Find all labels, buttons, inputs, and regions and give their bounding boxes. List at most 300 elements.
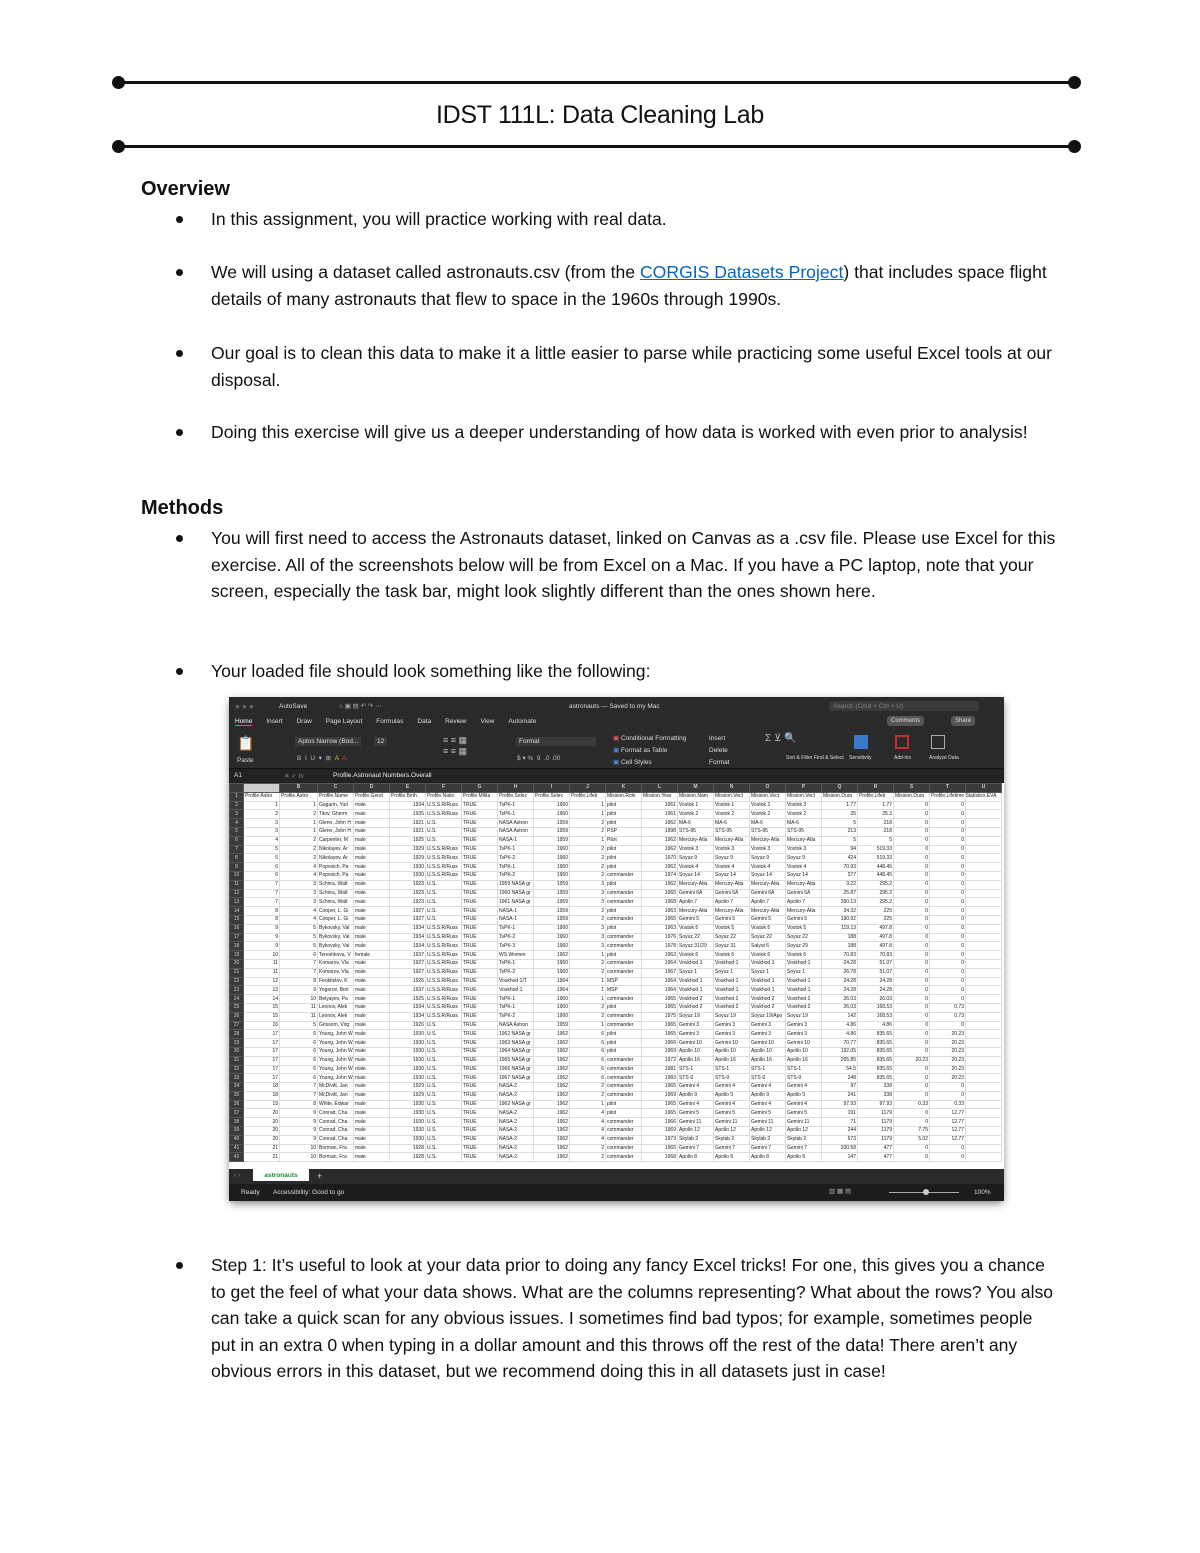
cell[interactable]: pilot bbox=[606, 1047, 642, 1056]
cell[interactable]: TRUE bbox=[462, 924, 498, 933]
cell[interactable]: Apollo 10 bbox=[750, 1047, 786, 1056]
cell[interactable]: 17 bbox=[244, 1065, 280, 1074]
row-header[interactable]: 30 bbox=[230, 1047, 244, 1056]
cell[interactable]: Feoktistov, K bbox=[318, 977, 354, 986]
cell[interactable]: Gemini 6A bbox=[786, 889, 822, 898]
cell[interactable]: 330.58 bbox=[822, 1144, 858, 1153]
cell[interactable]: 1928 bbox=[390, 1153, 426, 1162]
column-header[interactable]: R bbox=[858, 784, 894, 793]
cell[interactable]: 3 bbox=[570, 898, 606, 907]
cell[interactable]: U.S.S.R/Russ bbox=[426, 968, 462, 977]
sensitivity-button[interactable]: Sensitivity bbox=[849, 755, 872, 761]
cell[interactable]: 0 bbox=[930, 854, 966, 863]
cell[interactable]: U.S. bbox=[426, 1083, 462, 1092]
cell[interactable]: Young, John W bbox=[319, 1048, 353, 1055]
cell[interactable]: 21 bbox=[244, 1153, 280, 1162]
cell[interactable]: 0 bbox=[894, 1039, 930, 1048]
cell[interactable]: Apollo 16 bbox=[678, 1056, 714, 1065]
cell[interactable]: 17 bbox=[244, 1039, 280, 1048]
cell[interactable]: 4 bbox=[570, 1127, 606, 1136]
cell[interactable]: 94 bbox=[822, 845, 858, 854]
cell[interactable]: Gemini 3 bbox=[750, 1030, 786, 1039]
cell[interactable]: male bbox=[354, 1012, 390, 1021]
cell[interactable]: Apollo 7 bbox=[714, 898, 750, 907]
cell[interactable]: Vostok 6 bbox=[714, 951, 750, 960]
cell[interactable]: 25 bbox=[822, 810, 858, 819]
cell[interactable]: Apollo 7 bbox=[750, 898, 786, 907]
ribbon-tab[interactable]: Insert bbox=[266, 718, 283, 725]
cell[interactable]: NASA-1 bbox=[498, 907, 534, 916]
ribbon-tab[interactable]: Page Layout bbox=[325, 718, 363, 725]
cell[interactable]: Popovich, Pa bbox=[318, 871, 354, 880]
cell[interactable]: male bbox=[354, 845, 390, 854]
cell[interactable]: STS-9 bbox=[786, 1074, 822, 1083]
cell[interactable] bbox=[966, 959, 1002, 968]
header-cell[interactable]: Mission.Nam bbox=[678, 792, 714, 801]
cell[interactable]: 1 bbox=[570, 801, 606, 810]
table-row[interactable] bbox=[230, 1056, 1002, 1065]
cell[interactable]: 1934 bbox=[390, 942, 426, 951]
cell[interactable]: U.S. bbox=[426, 898, 462, 907]
cell[interactable]: Schirra, Walt bbox=[318, 898, 354, 907]
row-header[interactable]: 6 bbox=[230, 836, 244, 845]
cell[interactable]: 9 bbox=[244, 942, 280, 951]
cell[interactable]: 142 bbox=[822, 1012, 858, 1021]
cell[interactable]: commander bbox=[606, 1153, 642, 1162]
cell[interactable]: 168.53 bbox=[858, 1012, 894, 1021]
addins-button[interactable]: Add-ins bbox=[894, 755, 911, 761]
cell[interactable]: Grissom, Virg bbox=[318, 1021, 354, 1030]
cell[interactable]: commander bbox=[606, 1021, 642, 1030]
cell[interactable]: 0 bbox=[930, 898, 966, 907]
zoom-slider-thumb[interactable] bbox=[923, 1189, 929, 1195]
cell[interactable]: TsPK-2 bbox=[498, 933, 534, 942]
cell[interactable]: Young, John W bbox=[319, 1065, 353, 1072]
cell[interactable]: Voskhod 1/T bbox=[498, 977, 534, 986]
row-header[interactable]: 22 bbox=[230, 977, 244, 986]
cell[interactable]: 835.65 bbox=[858, 1047, 894, 1056]
cell[interactable]: 0 bbox=[930, 968, 966, 977]
cell[interactable]: 1983 bbox=[642, 1074, 678, 1083]
cell[interactable]: 11 bbox=[244, 968, 280, 977]
cell[interactable]: Gemini 5 bbox=[750, 1109, 786, 1118]
cell[interactable]: 1960 bbox=[534, 942, 570, 951]
cell[interactable]: TRUE bbox=[462, 854, 498, 863]
cell[interactable] bbox=[966, 995, 1002, 1004]
cell[interactable]: pilot bbox=[606, 1039, 642, 1048]
cell[interactable]: U.S.S.R/Russ bbox=[426, 810, 462, 819]
cell[interactable]: Cooper, L. Gi bbox=[318, 915, 354, 924]
cell[interactable]: pilot bbox=[606, 880, 642, 889]
cell[interactable]: 477 bbox=[858, 1153, 894, 1162]
cell[interactable]: 1 bbox=[280, 801, 318, 810]
cell[interactable] bbox=[966, 1109, 1002, 1118]
font-size-select[interactable]: 12 bbox=[374, 737, 387, 746]
cell[interactable]: U.S.S.R/Russ bbox=[426, 1003, 462, 1012]
cell[interactable]: 7 bbox=[244, 889, 280, 898]
cell[interactable]: Gemini 7 bbox=[678, 1144, 714, 1153]
table-row[interactable] bbox=[230, 1135, 1002, 1144]
cell[interactable]: 25.3 bbox=[858, 810, 894, 819]
cell[interactable]: U.S. bbox=[426, 1074, 462, 1083]
cell[interactable]: MA-6 bbox=[678, 819, 714, 828]
cell[interactable]: U.S. bbox=[426, 1056, 462, 1065]
cell[interactable]: 10 bbox=[280, 1144, 318, 1153]
cell[interactable]: TRUE bbox=[462, 889, 498, 898]
cell[interactable]: 497.8 bbox=[858, 933, 894, 942]
cell[interactable]: 2 bbox=[570, 1012, 606, 1021]
row-header[interactable]: 17 bbox=[230, 933, 244, 942]
cell[interactable]: 1981 bbox=[642, 1065, 678, 1074]
cell[interactable]: Apollo 16 bbox=[750, 1056, 786, 1065]
cell[interactable]: 12.77 bbox=[930, 1135, 966, 1144]
cell[interactable]: 147 bbox=[822, 1153, 858, 1162]
cell[interactable]: 1 bbox=[280, 819, 318, 828]
cell[interactable]: 6 bbox=[570, 1074, 606, 1083]
table-row[interactable] bbox=[230, 1144, 1002, 1153]
cell[interactable]: Soyuz 1 bbox=[678, 968, 714, 977]
cell[interactable]: U.S.S.R/Russ bbox=[426, 863, 462, 872]
cell[interactable]: TRUE bbox=[462, 801, 498, 810]
cell[interactable]: 1930 bbox=[390, 1030, 426, 1039]
cell[interactable]: 192.05 bbox=[822, 1047, 858, 1056]
cell[interactable]: 2 bbox=[570, 1003, 606, 1012]
row-header[interactable]: 20 bbox=[230, 959, 244, 968]
cell[interactable]: pilot bbox=[606, 1030, 642, 1039]
cell[interactable]: U.S.S.R/Russ bbox=[426, 959, 462, 968]
cell[interactable]: Vostok 3 bbox=[750, 845, 786, 854]
cell[interactable]: TsPK-1 bbox=[498, 845, 534, 854]
cell[interactable]: 20.23 bbox=[930, 1056, 966, 1065]
cell[interactable]: 0 bbox=[894, 1012, 930, 1021]
cell[interactable]: 1962 bbox=[534, 1144, 570, 1153]
cell[interactable]: male bbox=[354, 1047, 390, 1056]
cell[interactable]: 1967 bbox=[642, 968, 678, 977]
cell[interactable]: 6 bbox=[280, 1065, 318, 1074]
cell[interactable]: 7 bbox=[280, 968, 318, 977]
cell[interactable]: 6 bbox=[244, 863, 280, 872]
cell[interactable]: 1959 bbox=[534, 880, 570, 889]
cell[interactable]: STS-9 bbox=[714, 1074, 750, 1083]
cell[interactable]: 295.2 bbox=[858, 898, 894, 907]
cell[interactable]: male bbox=[354, 1083, 390, 1092]
cell[interactable] bbox=[966, 1118, 1002, 1127]
cell[interactable]: Mercury-Atla bbox=[678, 836, 714, 845]
cell[interactable]: Young, John W bbox=[319, 1039, 353, 1046]
cell[interactable]: commander bbox=[606, 871, 642, 880]
cell[interactable]: 9 bbox=[244, 933, 280, 942]
cell[interactable]: 20.23 bbox=[930, 1074, 966, 1083]
row-header[interactable]: 25 bbox=[230, 1003, 244, 1012]
cell[interactable]: 0 bbox=[930, 880, 966, 889]
header-cell[interactable]: Profile.Natio bbox=[426, 792, 462, 801]
cell[interactable]: U.S.S.R/Russ bbox=[426, 801, 462, 810]
table-row[interactable] bbox=[230, 1030, 1002, 1039]
cell[interactable]: Vostok 3 bbox=[786, 845, 822, 854]
cell[interactable]: 673 bbox=[822, 1135, 858, 1144]
cell[interactable]: 1962 bbox=[534, 1047, 570, 1056]
cell[interactable]: U.S. bbox=[426, 1100, 462, 1109]
cell[interactable]: 0 bbox=[930, 951, 966, 960]
cell[interactable]: 21 bbox=[244, 1144, 280, 1153]
cell[interactable]: commander bbox=[606, 898, 642, 907]
cell[interactable]: TRUE bbox=[462, 942, 498, 951]
table-row[interactable] bbox=[230, 1127, 1002, 1136]
cell[interactable]: 24.28 bbox=[822, 959, 858, 968]
cell[interactable]: TsPK-1 bbox=[498, 924, 534, 933]
cell[interactable]: 0 bbox=[930, 933, 966, 942]
sheet-tab-astronauts[interactable]: astronauts bbox=[253, 1169, 309, 1181]
cell[interactable]: Gemini 3 bbox=[750, 1021, 786, 1030]
cell[interactable]: 70.93 bbox=[822, 863, 858, 872]
cell[interactable]: 4 bbox=[244, 836, 280, 845]
cell[interactable]: 424 bbox=[822, 854, 858, 863]
cell[interactable]: 11 bbox=[244, 959, 280, 968]
cell[interactable]: commander bbox=[606, 1074, 642, 1083]
cell[interactable]: STS-1 bbox=[786, 1065, 822, 1074]
cell[interactable]: 54.5 bbox=[822, 1065, 858, 1074]
row-header[interactable]: 41 bbox=[230, 1144, 244, 1153]
row-header[interactable]: 35 bbox=[230, 1091, 244, 1100]
alignment-icons[interactable]: ≡ ≡ ▦ ≡ ≡ ▦ bbox=[443, 735, 468, 756]
cell[interactable]: TRUE bbox=[462, 915, 498, 924]
cell[interactable]: U.S. bbox=[426, 819, 462, 828]
cell[interactable]: Belyayev, Pa bbox=[318, 995, 354, 1004]
cell[interactable]: Soyuz 19/Apo bbox=[750, 1012, 786, 1021]
cell[interactable]: 1930 bbox=[390, 1065, 426, 1074]
cell[interactable]: 1959 NASA gr bbox=[498, 880, 534, 889]
cell[interactable]: 18 bbox=[244, 1083, 280, 1092]
cell[interactable]: 0 bbox=[894, 880, 930, 889]
cell[interactable]: Carpenter, M bbox=[318, 836, 354, 845]
cell[interactable] bbox=[966, 1003, 1002, 1012]
cell[interactable]: NASA-2 bbox=[498, 1153, 534, 1162]
cell[interactable]: male bbox=[354, 942, 390, 951]
cell[interactable]: 0 bbox=[930, 871, 966, 880]
cell[interactable]: 1967 NASA gr bbox=[498, 1074, 534, 1083]
cell[interactable]: male bbox=[354, 933, 390, 942]
cell[interactable]: 26.78 bbox=[822, 968, 858, 977]
cell[interactable]: Mercury-Atla bbox=[786, 907, 822, 916]
cell[interactable]: 9 bbox=[280, 986, 318, 995]
cell[interactable]: TRUE bbox=[462, 1109, 498, 1118]
cell[interactable]: Soyuz 19 bbox=[678, 1012, 714, 1021]
cell[interactable]: 2 bbox=[280, 810, 318, 819]
column-header[interactable]: Q bbox=[822, 784, 858, 793]
cell[interactable]: 3 bbox=[570, 933, 606, 942]
cell[interactable]: Apollo 16 bbox=[786, 1056, 822, 1065]
cell[interactable]: TsPK-1 bbox=[498, 1003, 534, 1012]
row-header[interactable]: 24 bbox=[230, 995, 244, 1004]
cell[interactable]: male bbox=[354, 1056, 390, 1065]
cell[interactable]: 1962 bbox=[642, 819, 678, 828]
column-header[interactable]: J bbox=[570, 784, 606, 793]
cell[interactable]: commander bbox=[606, 995, 642, 1004]
cell[interactable]: 1963 bbox=[642, 924, 678, 933]
cell[interactable]: 70.77 bbox=[822, 1039, 858, 1048]
cell[interactable]: Gemini 10 bbox=[786, 1039, 822, 1048]
cell[interactable]: 1969 bbox=[642, 1127, 678, 1136]
cell[interactable]: 1962 NASA gr bbox=[498, 1100, 534, 1109]
cell[interactable]: 0 bbox=[930, 819, 966, 828]
table-row[interactable] bbox=[230, 915, 1002, 924]
cell[interactable]: 1 bbox=[570, 1021, 606, 1030]
cell[interactable]: Vostok 1 bbox=[678, 801, 714, 810]
cell[interactable]: 519.33 bbox=[858, 854, 894, 863]
cell[interactable]: 6 bbox=[570, 1030, 606, 1039]
cell[interactable]: 1966 bbox=[642, 1039, 678, 1048]
cell[interactable]: 1 bbox=[570, 977, 606, 986]
cell[interactable]: Bykovsky, Val bbox=[318, 933, 354, 942]
cell[interactable]: male bbox=[354, 854, 390, 863]
cell[interactable]: male bbox=[354, 836, 390, 845]
column-header[interactable]: B bbox=[280, 784, 318, 793]
sheet-nav-arrows[interactable]: ‹ › bbox=[234, 1172, 241, 1179]
table-row[interactable] bbox=[230, 1118, 1002, 1127]
cell[interactable]: Apollo 10 bbox=[678, 1047, 714, 1056]
cell[interactable]: 8 bbox=[280, 1100, 318, 1109]
cell[interactable]: 1937 bbox=[390, 986, 426, 995]
cell[interactable]: NASA-1 bbox=[498, 836, 534, 845]
insert-cells[interactable]: Insert bbox=[709, 735, 726, 742]
cell[interactable]: Gemini 5 bbox=[786, 1109, 822, 1118]
cell[interactable]: 0 bbox=[894, 1003, 930, 1012]
cell[interactable]: 4 bbox=[280, 863, 318, 872]
cell[interactable]: 2 bbox=[570, 863, 606, 872]
cell[interactable]: TsPK-2 bbox=[498, 1012, 534, 1021]
cell[interactable]: 6 bbox=[280, 1056, 318, 1065]
cell[interactable]: 6 bbox=[244, 871, 280, 880]
cell[interactable]: Gemini 4 bbox=[750, 1100, 786, 1109]
cell[interactable]: male bbox=[354, 995, 390, 1004]
cell[interactable]: Vostok 4 bbox=[750, 863, 786, 872]
cell[interactable]: 0 bbox=[930, 827, 966, 836]
cell[interactable]: Nikolayev, Ar bbox=[318, 854, 354, 863]
cell[interactable]: 1962 bbox=[534, 1118, 570, 1127]
cell[interactable]: 0 bbox=[930, 836, 966, 845]
cell[interactable]: 5 bbox=[280, 1021, 318, 1030]
cell[interactable]: TRUE bbox=[462, 1118, 498, 1127]
cell[interactable]: TsPK-2 bbox=[498, 968, 534, 977]
cell[interactable]: male bbox=[354, 1030, 390, 1039]
cell[interactable]: 0 bbox=[930, 801, 966, 810]
table-row[interactable] bbox=[230, 792, 1002, 801]
cell[interactable]: 0.33 bbox=[930, 1100, 966, 1109]
cell[interactable]: 1960 bbox=[534, 1012, 570, 1021]
cell[interactable]: NASA-2 bbox=[498, 1127, 534, 1136]
cell[interactable]: 168.53 bbox=[858, 1003, 894, 1012]
cell[interactable]: 20.23 bbox=[930, 1065, 966, 1074]
cell[interactable]: Mercury-Atla bbox=[678, 880, 714, 889]
cell[interactable]: 1965 bbox=[642, 1100, 678, 1109]
table-row[interactable] bbox=[230, 889, 1002, 898]
table-row[interactable] bbox=[230, 880, 1002, 889]
cell[interactable]: 3 bbox=[280, 898, 318, 907]
row-header[interactable]: 32 bbox=[230, 1065, 244, 1074]
cell[interactable]: 10 bbox=[280, 995, 318, 1004]
ribbon-tab[interactable]: Draw bbox=[296, 718, 312, 725]
cell[interactable]: 1923 bbox=[390, 898, 426, 907]
cell[interactable]: Gemini 6A bbox=[678, 889, 714, 898]
cell[interactable] bbox=[966, 1100, 1002, 1109]
cell[interactable]: 3 bbox=[280, 880, 318, 889]
cell[interactable]: U.S. bbox=[426, 1127, 462, 1136]
cell[interactable]: 2 bbox=[570, 819, 606, 828]
cell[interactable]: male bbox=[354, 1127, 390, 1136]
table-row[interactable] bbox=[230, 968, 1002, 977]
cell[interactable]: Soyuz 22 bbox=[786, 933, 822, 942]
corgis-link[interactable]: CORGIS Datasets Project bbox=[639, 262, 844, 282]
cell[interactable]: Conrad, Cha bbox=[318, 1135, 354, 1144]
cell[interactable]: U.S. bbox=[426, 1047, 462, 1056]
table-row[interactable] bbox=[230, 1100, 1002, 1109]
cell[interactable]: U.S. bbox=[426, 1144, 462, 1153]
cell[interactable]: 2 bbox=[570, 1083, 606, 1092]
ribbon-tab[interactable]: Review bbox=[445, 718, 467, 725]
cell[interactable]: Voskhod 1 bbox=[750, 977, 786, 986]
cell[interactable]: 1959 bbox=[534, 827, 570, 836]
header-cell[interactable]: Mission.Dura bbox=[894, 792, 930, 801]
cell[interactable]: STS-1 bbox=[750, 1065, 786, 1074]
cell[interactable]: 1960 bbox=[534, 845, 570, 854]
row-header[interactable]: 36 bbox=[230, 1100, 244, 1109]
cell[interactable]: 835.65 bbox=[858, 1039, 894, 1048]
cell[interactable]: 1966 NASA gr bbox=[498, 1065, 534, 1074]
cell[interactable]: Mercury-Atla bbox=[714, 880, 750, 889]
cell[interactable]: 16 bbox=[244, 1021, 280, 1030]
cell[interactable]: TRUE bbox=[462, 977, 498, 986]
cell[interactable]: 1962 bbox=[534, 1083, 570, 1092]
cell[interactable]: 1965 bbox=[642, 1021, 678, 1030]
cell[interactable]: TsPK-3 bbox=[498, 942, 534, 951]
cell[interactable]: 218 bbox=[858, 819, 894, 828]
cell[interactable]: 1960 bbox=[534, 924, 570, 933]
table-row[interactable] bbox=[230, 1012, 1002, 1021]
cell[interactable]: 7 bbox=[280, 959, 318, 968]
table-row[interactable] bbox=[230, 959, 1002, 968]
cell[interactable]: Gemini 6A bbox=[750, 889, 786, 898]
cell[interactable]: Soyuz 9 bbox=[750, 854, 786, 863]
cell[interactable]: male bbox=[354, 1074, 390, 1083]
cell[interactable]: 0 bbox=[930, 977, 966, 986]
row-header[interactable]: 5 bbox=[230, 827, 244, 836]
cell[interactable]: male bbox=[354, 1039, 390, 1048]
cell[interactable]: 191 bbox=[822, 1109, 858, 1118]
cell[interactable]: Borman, Fra bbox=[318, 1144, 354, 1153]
column-header[interactable]: L bbox=[642, 784, 678, 793]
cell[interactable]: male bbox=[354, 915, 390, 924]
cell[interactable]: 6 bbox=[570, 1056, 606, 1065]
cell[interactable]: 1961 bbox=[642, 810, 678, 819]
cell[interactable]: 0.73 bbox=[930, 1012, 966, 1021]
cell[interactable]: 7 bbox=[280, 1091, 318, 1100]
cell[interactable] bbox=[966, 933, 1002, 942]
row-header[interactable]: 39 bbox=[230, 1127, 244, 1136]
number-format-select[interactable]: Format bbox=[516, 737, 596, 746]
cell[interactable]: Skylab 2 bbox=[786, 1135, 822, 1144]
row-header[interactable]: 12 bbox=[230, 889, 244, 898]
font-select[interactable]: Aptos Narrow (Bod... bbox=[295, 737, 361, 746]
table-row[interactable] bbox=[230, 810, 1002, 819]
cell[interactable]: Voskhod 1 bbox=[786, 977, 822, 986]
cell[interactable]: Vostok 4 bbox=[714, 863, 750, 872]
cell[interactable]: 71 bbox=[822, 1118, 858, 1127]
cell[interactable]: male bbox=[354, 863, 390, 872]
row-header[interactable]: 37 bbox=[230, 1109, 244, 1118]
row-header[interactable]: 27 bbox=[230, 1021, 244, 1030]
cell[interactable]: 0 bbox=[894, 924, 930, 933]
table-row[interactable] bbox=[230, 1109, 1002, 1118]
